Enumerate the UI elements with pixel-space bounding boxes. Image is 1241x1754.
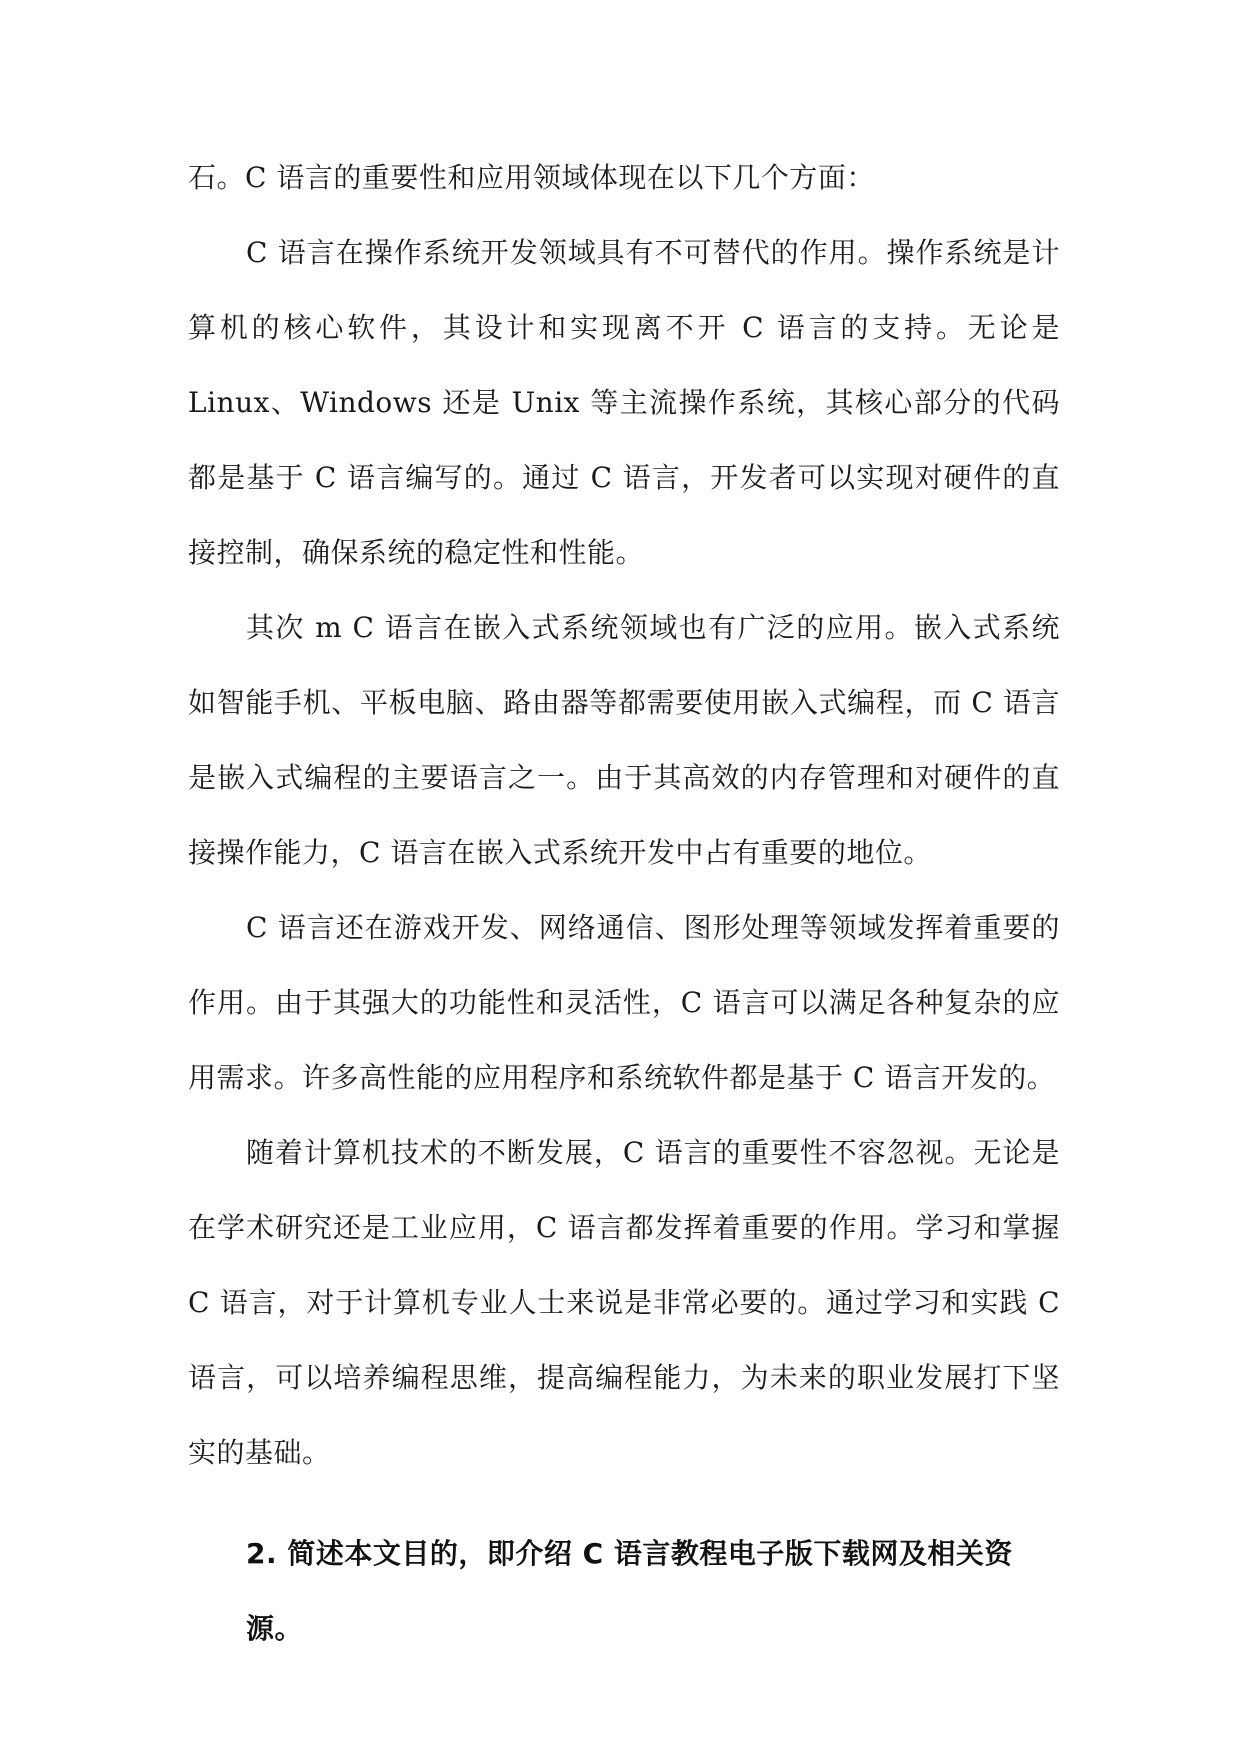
section-heading: 2. 简述本文目的，即介绍 C 语言教程电子版下载网及相关资源。 xyxy=(246,1537,1013,1645)
paragraph-other-fields: C 语言还在游戏开发、网络通信、图形处理等领域发挥着重要的作用。由于其强大的功能性和灵活性，C 语言可以满足各种复杂的应用需求。许多高性能的应用程序和系统软件都是基于 C 语言开发的。 xyxy=(188,911,1060,1094)
paragraph-importance: 随着计算机技术的不断发展，C 语言的重要性不容忽视。无论是在学术研究还是工业应用，C 语言都发挥着重要的作用。学习和掌握 C 语言，对于计算机专业人士来说是非常必要的。通过学习和实践 C 语言，可以培养编程思维，提高编程能力，为未来的职业发展打下坚实的基础。 xyxy=(188,1136,1060,1469)
paragraph-embedded-systems: 其次 m C 语言在嵌入式系统领域也有广泛的应用。嵌入式系统如智能手机、平板电脑、路由器等都需要使用嵌入式编程，而 C 语言是嵌入式编程的主要语言之一。由于其高效的内存管理和对硬件的直接操作能力，C 语言在嵌入式系统开发中占有重要的地位。 xyxy=(188,611,1060,869)
paragraph-operating-systems: C 语言在操作系统开发领域具有不可替代的作用。操作系统是计算机的核心软件，其设计和实现离不开 C 语言的支持。无论是 Linux、Windows 还是 Unix 等主流操作系统，其核心部分的代码都是基于 C 语言编写的。通过 C 语言，开发者可以实现对硬件的直接控制，确保系统的稳定性和性能。 xyxy=(188,236,1060,569)
paragraph-continuation: 石。C 语言的重要性和应用领域体现在以下几个方面： xyxy=(188,161,875,194)
body-text xyxy=(188,140,1060,1666)
